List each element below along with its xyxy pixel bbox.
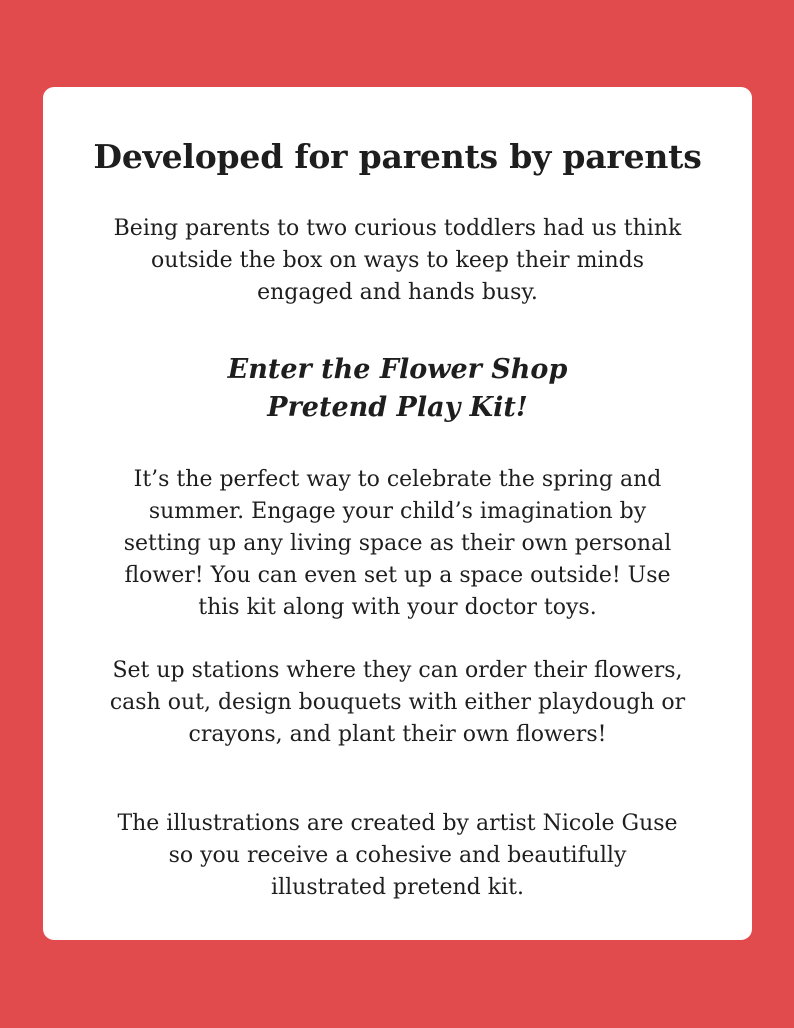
content-card bbox=[43, 87, 752, 940]
intro-line: outside the box on ways to keep their minds bbox=[150, 248, 645, 273]
description-line: setting up any living space as their own personal bbox=[123, 531, 672, 556]
credits-paragraph bbox=[61, 808, 734, 904]
credits-line: The illustrations are created by artist Nicole Guse bbox=[117, 811, 678, 836]
stations-line: cash out, design bouquets with either playdough or bbox=[109, 690, 686, 715]
tagline-line: Pretend Play Kit! bbox=[267, 392, 528, 423]
description-line: summer. Engage your child’s imagination by bbox=[148, 499, 647, 524]
intro-line: Being parents to two curious toddlers had us think bbox=[113, 216, 682, 241]
description-line: flower! You can even set up a space outside! Use bbox=[124, 563, 671, 588]
page-title: Developed for parents by parents bbox=[93, 137, 702, 176]
intro-paragraph bbox=[61, 213, 734, 309]
stations-paragraph bbox=[61, 655, 734, 751]
stations-line: crayons, and plant their own flowers! bbox=[188, 722, 607, 747]
description-line: It’s the perfect way to celebrate the spring and bbox=[133, 467, 662, 492]
description-line: this kit along with your doctor toys. bbox=[198, 595, 597, 620]
description-paragraph bbox=[61, 464, 734, 624]
tagline-line: Enter the Flower Shop bbox=[227, 354, 568, 385]
stations-line: Set up stations where they can order their flowers, bbox=[112, 658, 683, 683]
credits-line: illustrated pretend kit. bbox=[271, 875, 524, 900]
tagline bbox=[43, 351, 752, 427]
intro-line: engaged and hands busy. bbox=[257, 280, 538, 305]
credits-line: so you receive a cohesive and beautifully bbox=[168, 843, 627, 868]
